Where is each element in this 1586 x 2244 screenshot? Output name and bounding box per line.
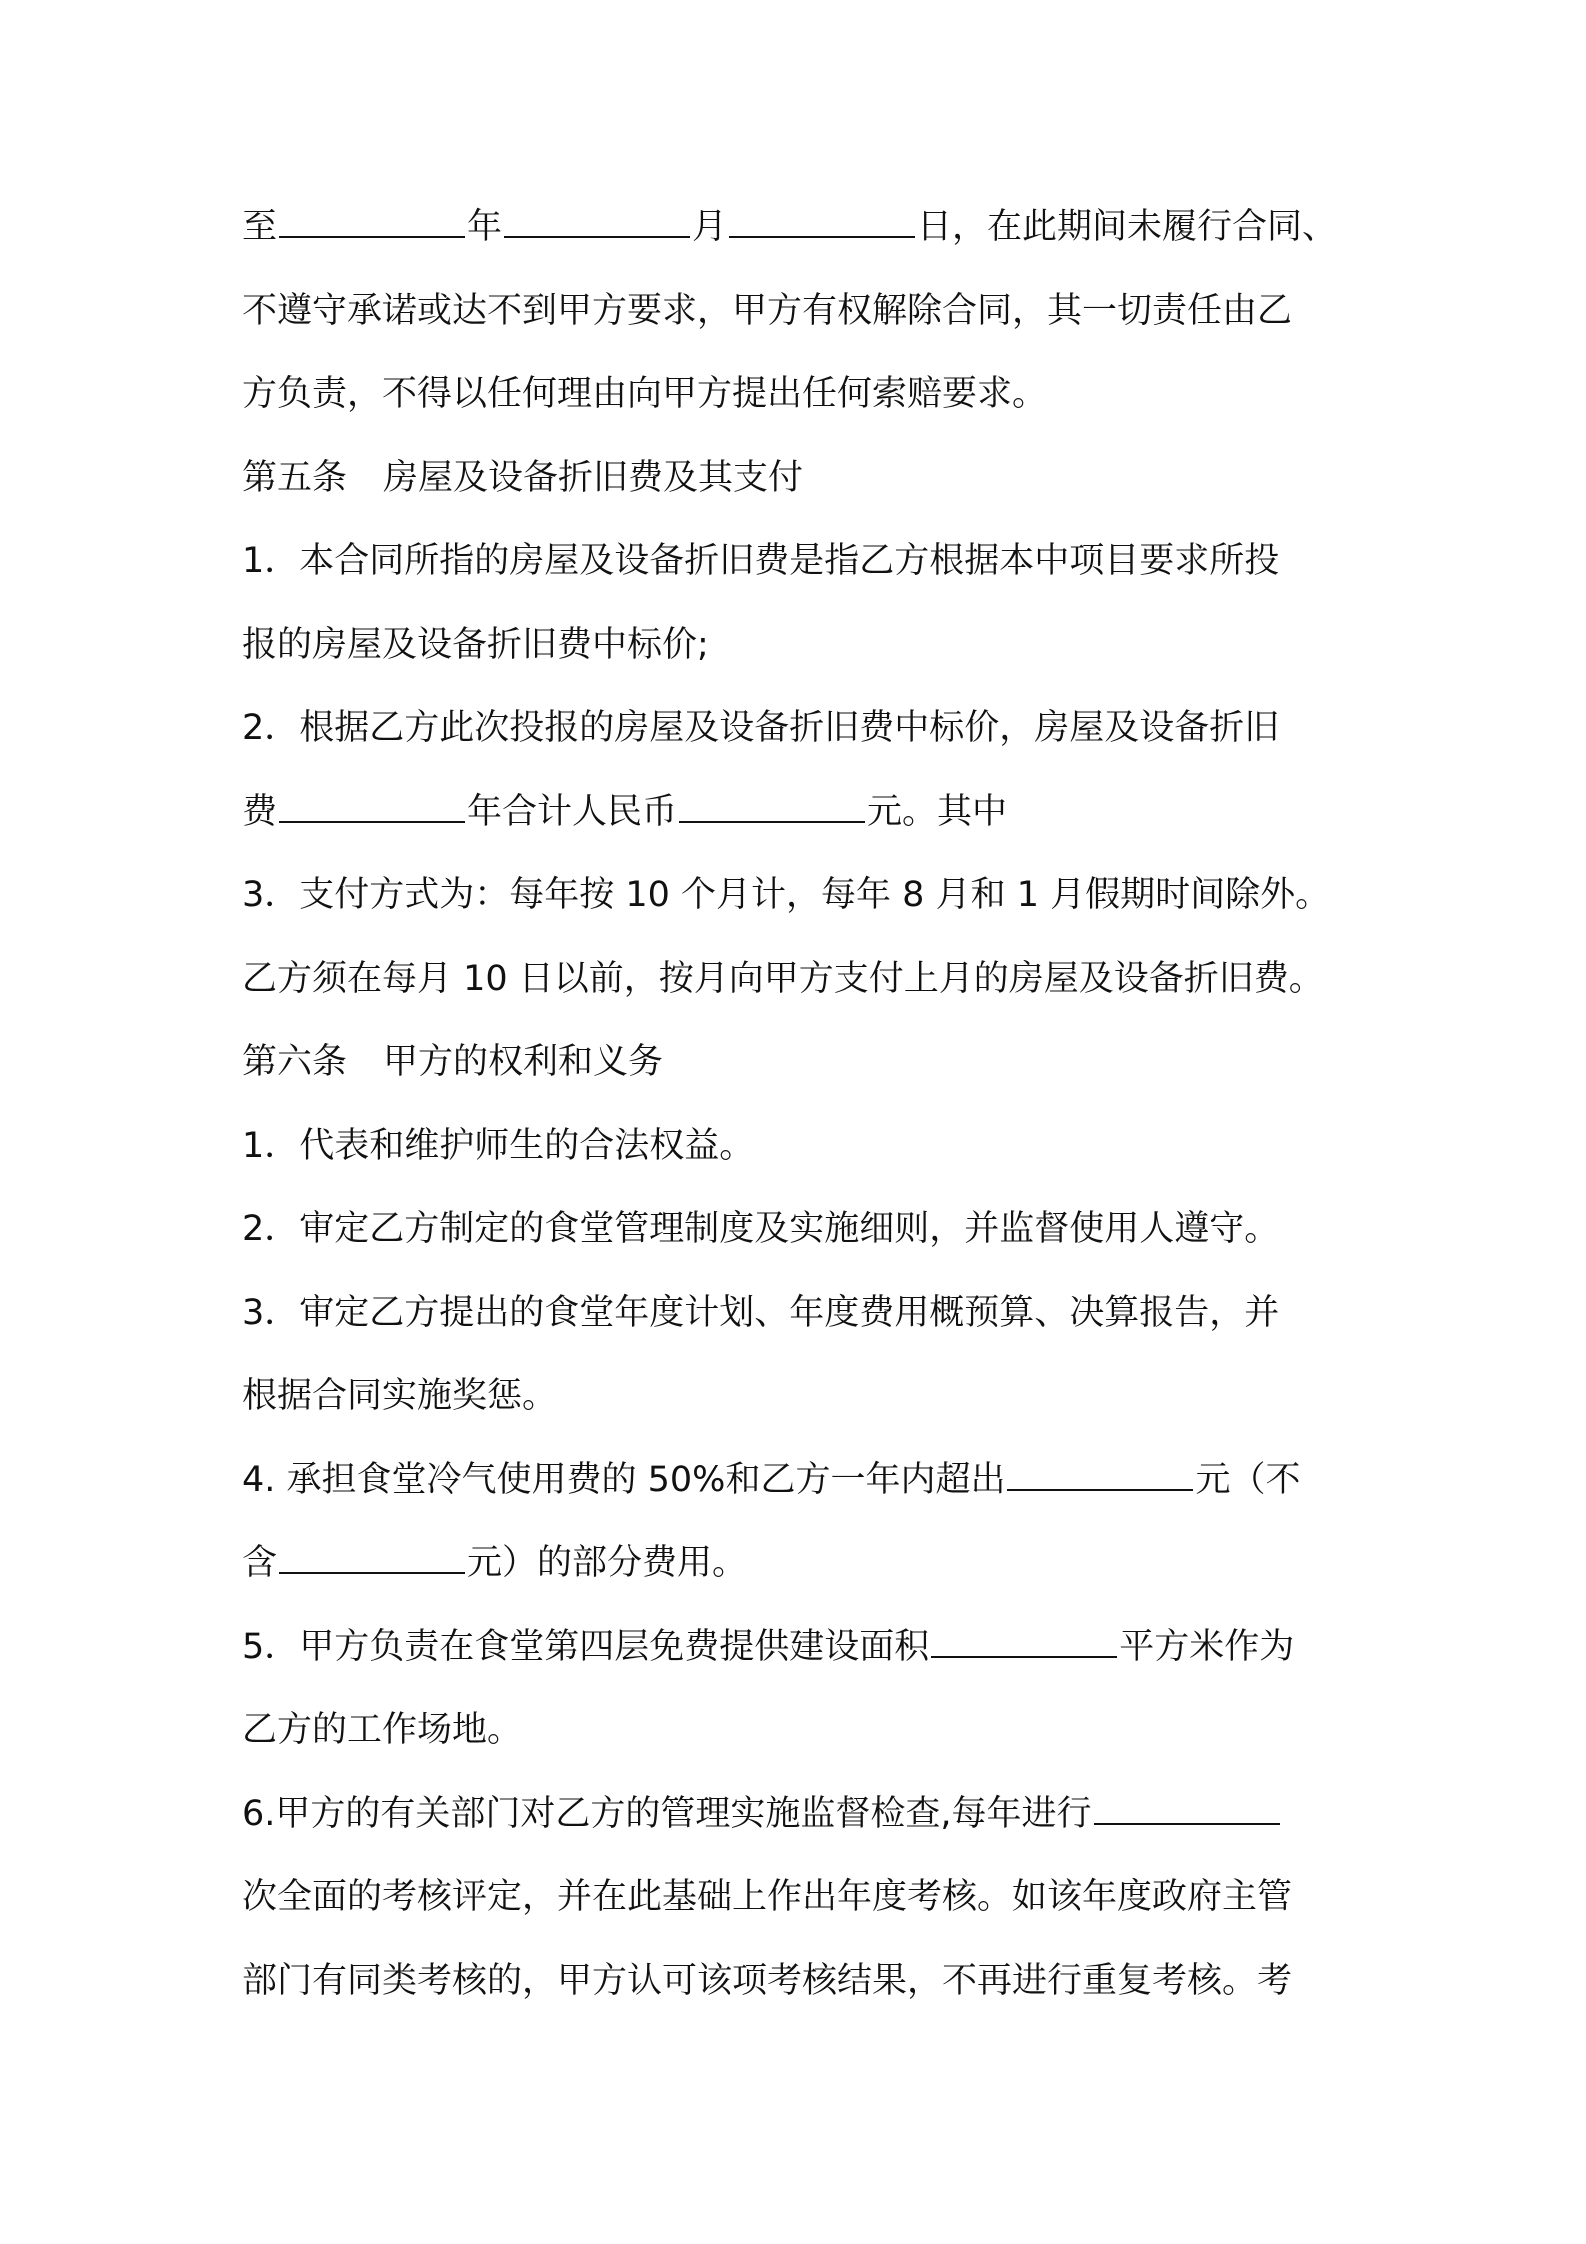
text-line [242,1283,1362,1367]
text-line [242,1951,1362,2035]
text-line [242,782,1362,866]
text-line [242,1700,1362,1784]
text-fragment: 日，在此期间未履行合同、 [917,207,1338,247]
article-number: 第六条 [242,1042,348,1082]
text-line [242,197,1362,281]
text-line [242,1116,1362,1200]
text-fragment: 1．本合同所指的房屋及设备折旧费是指乙方根据本中项目要求所投 [242,541,1280,581]
fill-in-blank [1094,1822,1280,1825]
text-fragment: 元）的部分费用。 [467,1543,748,1583]
text-fragment: 年合计人民币 [467,791,678,832]
text-line [242,364,1362,448]
text-fragment: 1．代表和维护师生的合法权益。 [242,1125,755,1166]
text-fragment: 5．甲方负责在食堂第四层免费提供建设面积 [242,1626,930,1667]
text-fragment: 3．审定乙方提出的食堂年度计划、年度费用概预算、决算报告，并 [242,1292,1280,1333]
text-fragment: 元（不 [1195,1459,1301,1500]
document-body [242,197,1362,2034]
fill-in-blank [279,235,465,238]
text-fragment: 次全面的考核评定，并在此基础上作出年度考核。如该年度政府主管 [242,1877,1293,1917]
article-number: 第五条 [242,457,348,498]
text-fragment: 方负责，不得以任何理由向甲方提出任何索赔要求。 [242,374,1048,414]
text-line [242,1867,1362,1951]
text-fragment: 2．根据乙方此次投报的房屋及设备折旧费中标价，房屋及设备折旧 [242,708,1280,748]
fill-in-blank [931,1655,1117,1658]
text-fragment: 不遵守承诺或达不到甲方要求，甲方有权解除合同，其一切责任由乙 [242,290,1293,331]
text-fragment: 乙方须在每月 10 日以前，按月向甲方支付上月的房屋及设备折旧费。 [242,958,1324,999]
text-fragment: 6.甲方的有关部门对乙方的管理实施监督检查,每年进行 [242,1793,1092,1834]
text-fragment: 至 [242,207,278,247]
text-fragment: 年 [467,207,503,247]
text-line [242,1784,1362,1868]
fill-in-blank [279,1571,465,1574]
text-line [242,1199,1362,1283]
text-fragment: 含 [242,1543,278,1583]
text-line [242,1617,1362,1701]
fill-in-blank [729,235,915,238]
text-line [242,1366,1362,1450]
article-title: 房屋及设备折旧费及其支付 [383,457,804,498]
text-line [242,949,1362,1033]
text-line [242,531,1362,615]
text-fragment: 费 [242,791,278,832]
fill-in-blank [279,820,465,823]
article-title: 甲方的权利和义务 [383,1042,664,1082]
fill-in-blank [504,235,690,238]
text-line [242,1450,1362,1534]
text-fragment: 3．支付方式为：每年按 10 个月计，每年 8 月和 1 月假期时间除外。 [242,875,1331,915]
text-fragment: 部门有同类考核的，甲方认可该项考核结果，不再进行重复考核。考 [242,1960,1293,2001]
text-line [242,698,1362,782]
text-fragment: 乙方的工作场地。 [242,1710,523,1750]
text-line [242,1533,1362,1617]
text-line [242,615,1362,699]
text-fragment: 4. 承担食堂冷气使用费的 50%和乙方一年内超出 [242,1459,1006,1500]
text-fragment: 根据合同实施奖惩。 [242,1376,558,1416]
text-fragment: 平方米作为 [1119,1626,1295,1667]
fill-in-blank [1007,1488,1193,1491]
text-fragment: 月 [692,207,728,247]
article-heading [242,1032,1362,1116]
text-fragment: 报的房屋及设备折旧费中标价; [242,624,709,665]
text-line [242,865,1362,949]
article-heading [242,448,1362,532]
text-fragment: 元。其中 [867,791,1008,832]
text-line [242,281,1362,365]
fill-in-blank [679,820,865,823]
text-fragment: 2．审定乙方制定的食堂管理制度及实施细则，并监督使用人遵守。 [242,1209,1280,1249]
